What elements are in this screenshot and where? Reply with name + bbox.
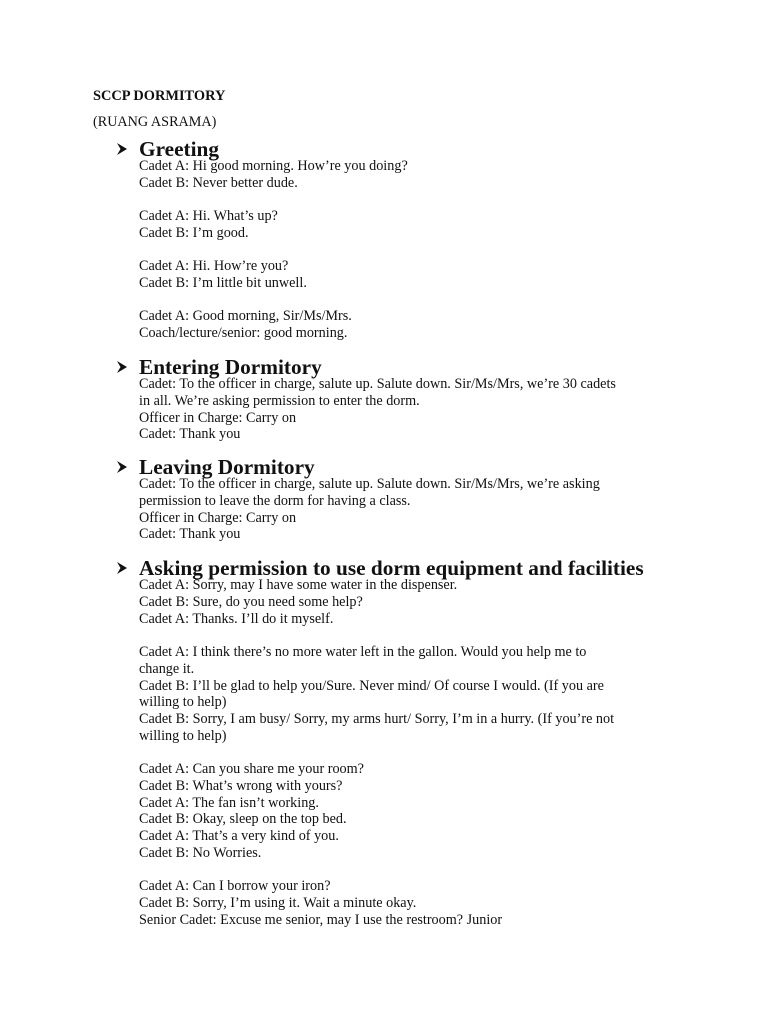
dialogue-line: Cadet: To the officer in charge, salute up. Salute down. Sir/Ms/Mrs, we’re 30 cadets xyxy=(139,376,616,392)
dialogue-line: Cadet B: I’m little bit unwell. xyxy=(139,274,307,291)
dialogue-block xyxy=(139,878,659,928)
dialogue-line: in all. We’re asking permission to enter the dorm. xyxy=(139,392,420,409)
dialogue-block xyxy=(139,577,659,627)
dialogue-block xyxy=(139,476,659,543)
dialogue-line: change it. xyxy=(139,660,195,677)
section-heading: Greeting xyxy=(139,137,220,161)
dialogue-line: Cadet B: Sorry, I am busy/ Sorry, my arms hurt/ Sorry, I’m in a hurry. (If you’re not xyxy=(139,711,615,728)
dialogue-line: Cadet: Thank you xyxy=(139,426,241,443)
document-title: SCCP DORMITORY xyxy=(93,88,226,104)
arrow-bullet-icon xyxy=(115,142,129,156)
dialogue-line: Cadet A: Good morning, Sir/Ms/Mrs. xyxy=(139,308,352,324)
section-heading: Leaving Dormitory xyxy=(139,455,315,479)
dialogue-line: Cadet B: Never better dude. xyxy=(139,174,298,191)
dialogue-line: Cadet A: Hi good morning. How’re you doing? xyxy=(139,158,408,174)
dialogue-line: willing to help) xyxy=(139,727,227,744)
dialogue-line: Cadet A: That’s a very kind of you. xyxy=(139,828,339,845)
dialogue-line: Cadet: To the officer in charge, salute up. Salute down. Sir/Ms/Mrs, we’re asking xyxy=(139,476,600,492)
dialogue-line: Cadet A: I think there’s no more water left in the gallon. Would you help me to xyxy=(139,644,587,660)
dialogue-line: Cadet A: Hi. What’s up? xyxy=(139,208,278,224)
dialogue-line: Cadet B: Sure, do you need some help? xyxy=(139,593,363,610)
dialogue-line: willing to help) xyxy=(139,694,227,711)
dialogue-block xyxy=(139,208,659,242)
dialogue-line: Cadet B: What’s wrong with yours? xyxy=(139,777,343,794)
dialogue-line: Cadet B: I’ll be glad to help you/Sure. Never mind/ Of course I would. (If you are xyxy=(139,677,604,694)
dialogue-line: Coach/lecture/senior: good morning. xyxy=(139,324,348,341)
dialogue-line: Cadet B: No Worries. xyxy=(139,844,262,861)
dialogue-line: Cadet A: Can I borrow your iron? xyxy=(139,878,331,894)
dialogue-line: Cadet B: Sorry, I’m using it. Wait a minute okay. xyxy=(139,894,417,911)
dialogue-line: Cadet A: Hi. How’re you? xyxy=(139,258,289,274)
dialogue-line: Cadet A: Can you share me your room? xyxy=(139,761,364,777)
document-subtitle: (RUANG ASRAMA) xyxy=(93,114,217,130)
dialogue-line: Cadet A: The fan isn’t working. xyxy=(139,794,319,811)
dialogue-line: Senior Cadet: Excuse me senior, may I use the restroom? Junior xyxy=(139,911,503,928)
dialogue-line: Cadet B: Okay, sleep on the top bed. xyxy=(139,811,347,828)
dialogue-line: Officer in Charge: Carry on xyxy=(139,409,297,426)
dialogue-block xyxy=(139,376,659,443)
dialogue-block xyxy=(139,644,659,745)
arrow-bullet-icon xyxy=(115,360,129,374)
dialogue-line: permission to leave the dorm for having a class. xyxy=(139,492,411,509)
dialogue-block xyxy=(139,158,659,192)
dialogue-line: Cadet B: I’m good. xyxy=(139,224,249,241)
section-heading: Asking permission to use dorm equipment and facilities xyxy=(139,556,644,580)
dialogue-line: Cadet: Thank you xyxy=(139,526,241,543)
section-heading: Entering Dormitory xyxy=(139,355,322,379)
arrow-bullet-icon xyxy=(115,561,129,575)
dialogue-block xyxy=(139,761,659,862)
dialogue-line: Officer in Charge: Carry on xyxy=(139,509,297,526)
dialogue-line: Cadet A: Thanks. I’ll do it myself. xyxy=(139,610,334,627)
dialogue-block xyxy=(139,258,659,292)
arrow-bullet-icon xyxy=(115,460,129,474)
dialogue-block xyxy=(139,308,659,342)
dialogue-line: Cadet A: Sorry, may I have some water in the dispenser. xyxy=(139,577,458,593)
